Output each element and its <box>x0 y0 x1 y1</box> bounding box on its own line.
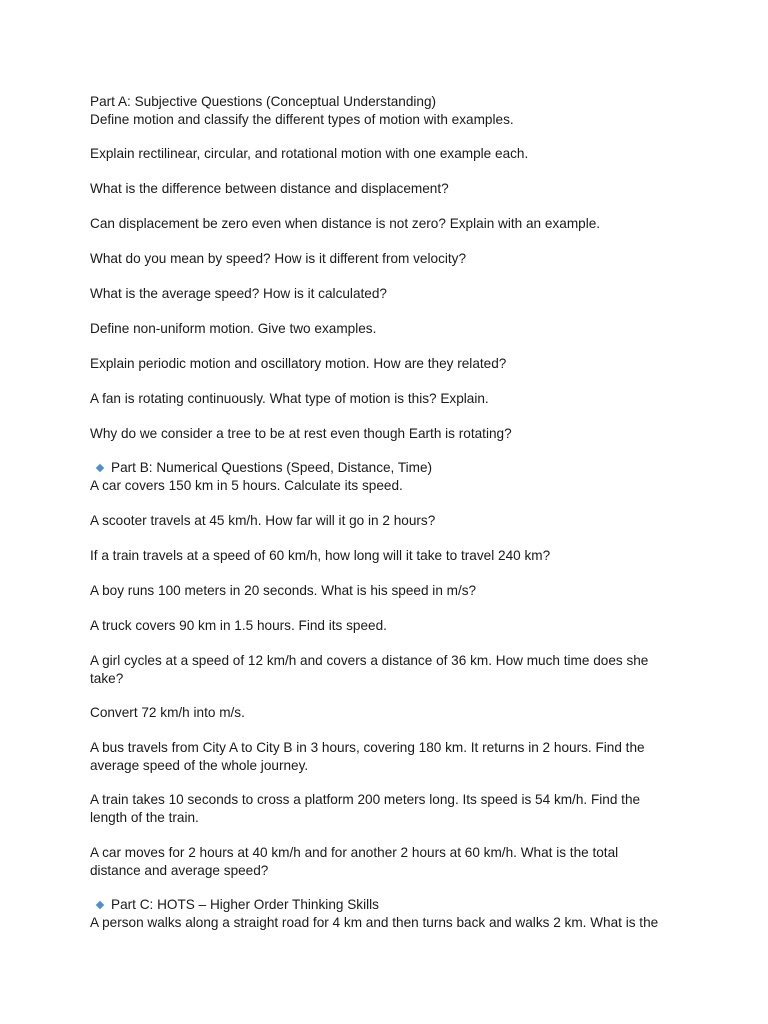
question-a2: Explain rectilinear, circular, and rotational motion with one example each. <box>90 146 529 161</box>
question-b6: A girl cycles at a speed of 12 km/h and covers a distance of 36 km. How much time does she take? <box>90 653 649 686</box>
question-b1: A car covers 150 km in 5 hours. Calculate its speed. <box>90 478 403 493</box>
question-b3: If a train travels at a speed of 60 km/h, how long will it take to travel 240 km? <box>90 548 551 563</box>
question-a6: What is the average speed? How is it calculated? <box>90 286 387 301</box>
question-a8: Explain periodic motion and oscillatory motion. How are they related? <box>90 356 507 371</box>
question-c1: A person walks along a straight road for 4 km and then turns back and walks 2 km. What is the <box>90 915 659 930</box>
question-b7: Convert 72 km/h into m/s. <box>90 705 245 720</box>
question-b4: A boy runs 100 meters in 20 seconds. What is his speed in m/s? <box>90 583 477 598</box>
question-a4: Can displacement be zero even when distance is not zero? Explain with an example. <box>90 216 601 231</box>
question-b8: A bus travels from City A to City B in 3 hours, covering 180 km. It returns in 2 hours. Find the average speed of the whole journey. <box>90 740 645 773</box>
question-b5: A truck covers 90 km in 1.5 hours. Find its speed. <box>90 618 387 633</box>
question-b10: A car moves for 2 hours at 40 km/h and for another 2 hours at 60 km/h. What is the total distance and average speed? <box>90 845 619 878</box>
question-a10: Why do we consider a tree to be at rest even though Earth is rotating? <box>90 426 512 441</box>
diamond-icon <box>96 464 104 472</box>
part-b-heading: Part B: Numerical Questions (Speed, Distance, Time) <box>90 459 690 477</box>
part-a-heading: Part A: Subjective Questions (Conceptual Understanding) <box>90 94 437 109</box>
question-a9: A fan is rotating continuously. What type of motion is this? Explain. <box>90 391 489 406</box>
question-b9: A train takes 10 seconds to cross a platform 200 meters long. Its speed is 54 km/h. Find the length of the train. <box>90 792 641 825</box>
diamond-icon <box>96 901 104 909</box>
question-a3: What is the difference between distance and displacement? <box>90 181 449 196</box>
question-a1: Define motion and classify the different types of motion with examples. <box>90 112 514 127</box>
part-c-heading: Part C: HOTS – Higher Order Thinking Skills <box>90 896 690 914</box>
question-a5: What do you mean by speed? How is it different from velocity? <box>90 251 467 266</box>
question-b2: A scooter travels at 45 km/h. How far will it go in 2 hours? <box>90 513 436 528</box>
question-a7: Define non-uniform motion. Give two examples. <box>90 321 377 336</box>
